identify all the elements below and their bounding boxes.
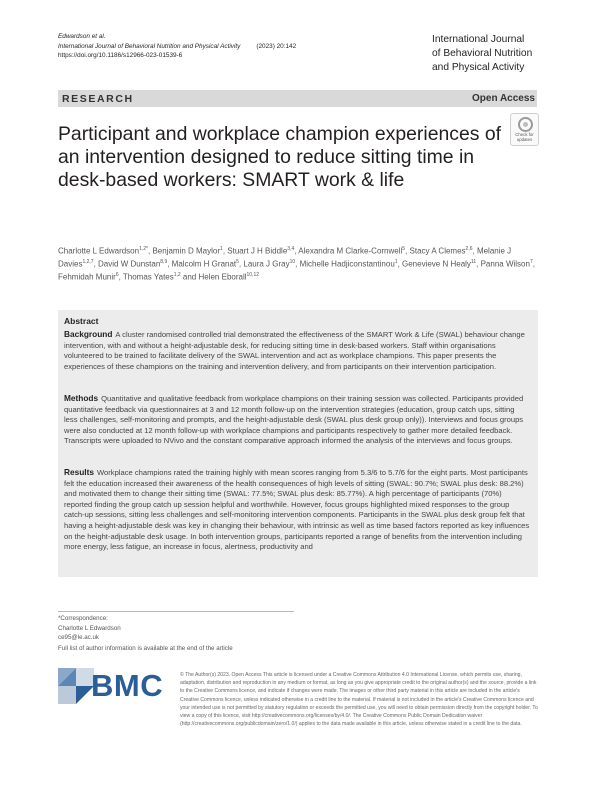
abstract-results: [64, 467, 530, 553]
section-label: Methods: [64, 393, 99, 403]
section-text: Quantitative and qualitative feedback from workplace champions on their training session was collected. Participants provided quantitative feedback via questionnaires at 3 and 12 month follow-up on the intervention strategies (education, group catch ups, sitting less challenges, self-monitoring and prompts, and the height-adjustable desk (SWAL plus desk group only)). Interviews and focus groups were also conducted at 12 month follow-up with workplace champions and participants respectively to gather more detailed feedback. Transcripts were uploaded to NVivo and the constant comparative approach informed the analysis of the interviews and focus groups.: [64, 394, 524, 446]
abstract-methods: [64, 393, 530, 447]
correspondence-email-link[interactable]: ce95@le.ac.uk: [58, 634, 100, 642]
article-header: [58, 32, 296, 61]
header-citation: (2023) 20:142: [256, 42, 297, 50]
correspondence-name: Charlotte L Edwardson: [58, 624, 121, 632]
header-author: Edwardson et al.: [58, 33, 106, 40]
author-list: Charlotte L Edwardson$^{1,2*}$, Benjamin D Maylor$^1$, Stuart J H Biddle$^{3,4}$, Alexandra M Clarke-Cornwell$^5$, Stacy A Clemes$^{2,6}$, Melanie J Davies$^{1,2,7}$, David W Dunstan$^{8,9}$, Malcolm H Granat$^5$, Laura J Gray$^{10}$, Michelle Hadjiconstantinou$^1$, Genevieve N Healy$^{11}$, Panna Wilson$^7$, Fehmidah Munir$^6$, Thomas Yates$^{1,2}$ and Helen Eborall$^{10,12}$: [58, 246, 535, 282]
section-text: Workplace champions rated the training highly with mean scores ranging from 5.3/6 to 5.7/6 for the eight parts. Most participants felt the education increased their awareness of the health consequences of high levels of sitting (SWAL: 90.7%; SWAL plus desk: 88.2%) and motivated them to change their sitting time (SWAL: 77.5%; SWAL plus desk: 85.77%). A high percentage of participants (70%) reported finding the group catch up session helpful and worthwhile. However, focus groups highlighted mixed responses to the group catch-up sessions, sitting less challenges and self-monitoring intervention components. Participants in the SWAL plus desk group felt that having a height-adjustable desk was key in changing their behaviour, with intrinsic as well as time based factors reported as key influences on the height-adjustable desk usage. In both intervention groups, participants reported a range of benefits from the intervention including more energy, less fatigue, an increase in focus, alertness, productivity and: [64, 468, 530, 552]
article-type-label: RESEARCH: [62, 93, 134, 105]
update-icon: [518, 117, 533, 132]
article-type-banner: [58, 90, 537, 107]
abstract-heading: Abstract: [64, 316, 99, 326]
license-text: © The Author(s) 2023. Open Access This article is licensed under a Creative Commons Attribution 4.0 International License, which permits use, sharing, adaptation, distribution and reproduction in any medium or format, as long as you give appropriate credit to the original author(s) and the source, provide a link to the Creative Commons licence, and indicate if changes were made. The images or other third party material in this article are included in the article's Creative Commons licence, unless indicated otherwise in a credit line to the material. If material is not included in the article's Creative Commons licence and your intended use is not permitted by statutory regulation or exceeds the permitted use, you will need to obtain permission directly from the copyright holder. To view a copy of this licence, visit http://creativecommons.org/licenses/by/4.0/. The Creative Commons Public Domain Dedication waiver (http://creativecommons.org/publicdomain/zero/1.0/) applies to the data made available in this article, unless otherwise stated in a credit line to the data.: [180, 672, 538, 728]
abstract-box: [58, 310, 538, 577]
footnote-divider: [58, 611, 294, 612]
bmc-logo-icon: [58, 668, 94, 704]
check-for-updates-button[interactable]: [510, 113, 539, 146]
article-title: Participant and workplace champion experiences of an intervention designed to reduce sitting time in desk-based workers: SMART work & life: [58, 123, 502, 192]
section-label: Results: [64, 467, 94, 477]
correspondence-label: *Correspondence:: [58, 615, 108, 622]
correspondence: [58, 614, 121, 643]
section-label: Background: [64, 329, 113, 339]
abstract-background: [64, 329, 530, 372]
check-updates-label: Check for updates: [515, 132, 534, 142]
journal-name-line: International Journal: [432, 34, 525, 45]
author-info-note: Full list of author information is available at the end of the article: [58, 645, 233, 652]
journal-name-line: and Physical Activity: [432, 62, 525, 73]
journal-name: [432, 33, 572, 75]
open-access-label: Open Access: [472, 93, 535, 104]
bmc-logo: [58, 668, 170, 708]
bmc-logo-text: BMC: [91, 668, 164, 703]
header-doi-link[interactable]: https://doi.org/10.1186/s12966-023-01539-6: [58, 52, 183, 60]
header-journal: International Journal of Behavioral Nutrition and Physical Activity: [58, 42, 241, 50]
journal-name-line: of Behavioral Nutrition: [432, 48, 533, 59]
section-text: A cluster randomised controlled trial demonstrated the effectiveness of the SMART Work & Life (SWAL) behaviour change intervention, with and without a height-adjustable desk, for reducing sitting time in desk-based workers. Staff within organisations volunteered to be trained to facilitate delivery of the SWAL intervention and act as workplace champions. This paper presents the experiences of these champions on the training and intervention delivery, and from participants on their intervention participation.: [64, 330, 525, 371]
